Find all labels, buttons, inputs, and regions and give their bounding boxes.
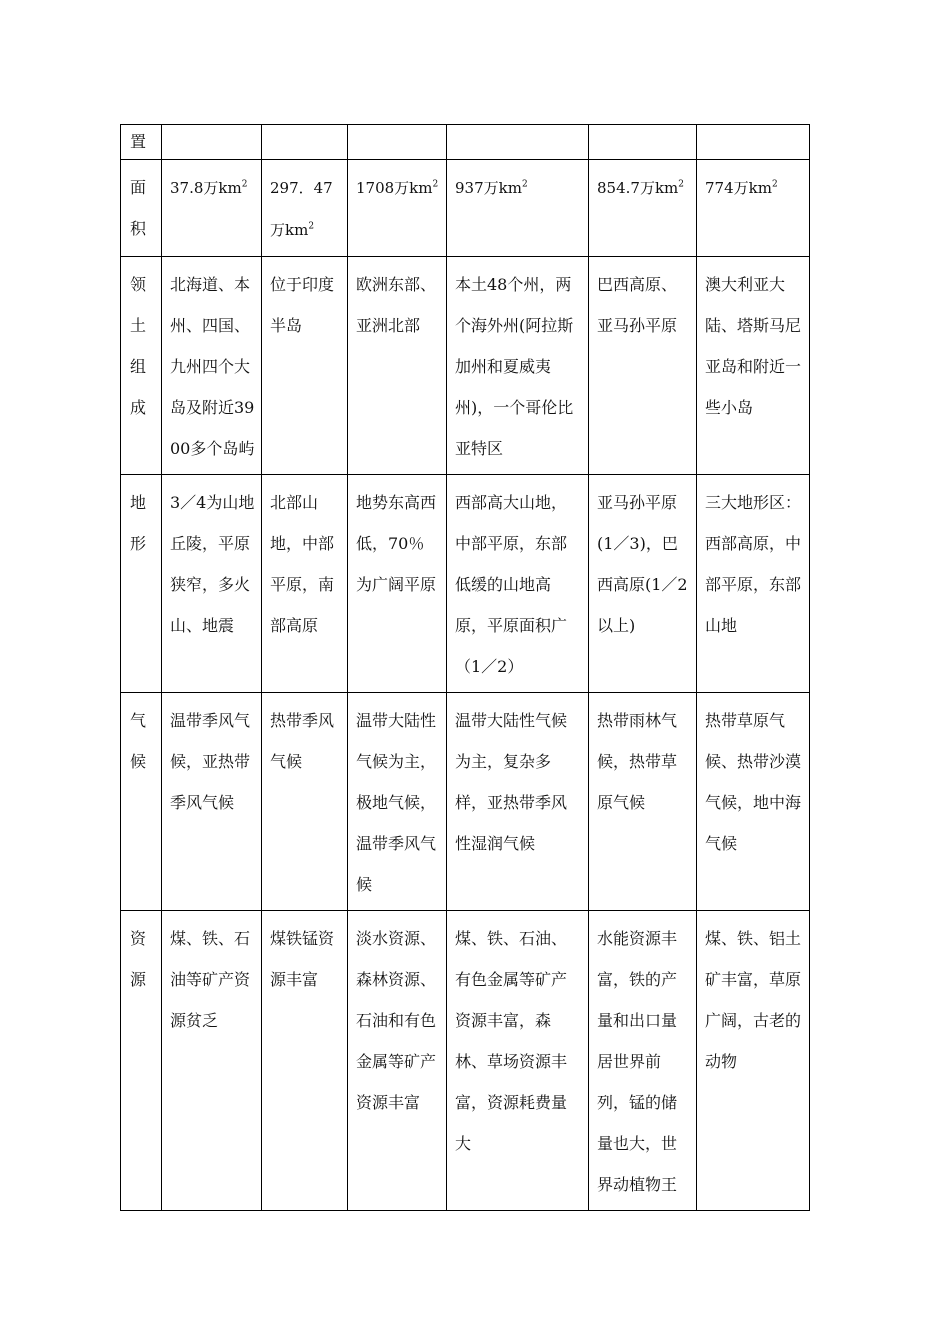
table-row: [121, 911, 810, 1211]
table-cell: [348, 125, 447, 160]
table-cell: 煤、铁、石油、有色金属等矿产资源丰富，森林、草场资源丰富，资源耗费量大: [447, 911, 589, 1211]
area-unit-exponent: 2: [241, 179, 248, 190]
table-cell: [589, 125, 697, 160]
table-cell: 北海道、本州、四国、九州四个大岛及附近3900多个岛屿: [162, 257, 262, 475]
table-cell: 地势东高西低，70％为广阔平原: [348, 475, 447, 693]
table-row: [121, 475, 810, 693]
table-row: [121, 693, 810, 911]
table-cell: 温带大陆性气候为主，复杂多样，亚热带季风性湿润气候: [447, 693, 589, 911]
table-cell: [447, 160, 589, 257]
table-cell: [697, 125, 810, 160]
table-cell: 巴西高原、亚马孙平原: [589, 257, 697, 475]
table-cell: [262, 125, 348, 160]
table-cell: 水能资源丰富，铁的产量和出口量居世界前列，锰的储量也大，世界动植物王: [589, 911, 697, 1211]
row-header-position: 置: [121, 125, 162, 160]
table-cell: 热带雨林气候，热带草原气候: [589, 693, 697, 911]
table-row: [121, 257, 810, 475]
row-header-climate: 气候: [121, 693, 162, 911]
row-header-resources: 资源: [121, 911, 162, 1211]
table-cell: [348, 160, 447, 257]
area-unit-exponent: 2: [678, 179, 684, 190]
area-unit-exponent: 2: [432, 179, 439, 190]
table-cell: 温带季风气候，亚热带季风气候: [162, 693, 262, 911]
country-comparison-table: [120, 124, 810, 1211]
area-value: 854.7万km: [597, 179, 679, 197]
table-cell: 欧洲东部、亚洲北部: [348, 257, 447, 475]
table-cell: [589, 160, 697, 257]
table-cell: 位于印度半岛: [262, 257, 348, 475]
table-cell: 3／4为山地丘陵，平原狭窄，多火山、地震: [162, 475, 262, 693]
table-cell: 三大地形区：西部高原，中部平原，东部山地: [697, 475, 810, 693]
table-cell: 西部高大山地，中部平原，东部低缓的山地高原，平原面积广（1／2）: [447, 475, 589, 693]
area-unit-exponent: 2: [521, 179, 528, 190]
area-value: 774万km: [705, 179, 772, 197]
table-cell: 淡水资源、森林资源、石油和有色金属等矿产资源丰富: [348, 911, 447, 1211]
area-unit-exponent: 2: [308, 221, 315, 232]
table-cell: 北部山地，中部平原，南部高原: [262, 475, 348, 693]
area-value: 1708万km: [356, 179, 433, 197]
row-header-area: 面积: [121, 160, 162, 257]
table-cell: [262, 160, 348, 257]
table-cell: [697, 160, 810, 257]
area-value: 297．47万km: [270, 179, 333, 239]
table-cell: [162, 125, 262, 160]
area-value: 937万km: [455, 179, 522, 197]
table-cell: [447, 125, 589, 160]
area-value: 37.8万km: [170, 179, 242, 197]
table-cell: 澳大利亚大陆、塔斯马尼亚岛和附近一些小岛: [697, 257, 810, 475]
table-cell: 热带草原气候、热带沙漠气候，地中海气候: [697, 693, 810, 911]
table-cell: 热带季风气候: [262, 693, 348, 911]
table-cell: 亚马孙平原(1／3)，巴西高原(1／2以上): [589, 475, 697, 693]
table-cell: 煤、铁、铝土矿丰富，草原广阔，古老的动物: [697, 911, 810, 1211]
table-row: [121, 160, 810, 257]
table-cell: 煤、铁、石油等矿产资源贫乏: [162, 911, 262, 1211]
row-header-terrain: 地形: [121, 475, 162, 693]
table-cell: 煤铁锰资源丰富: [262, 911, 348, 1211]
table-row: [121, 125, 810, 160]
row-header-territory: 领土组成: [121, 257, 162, 475]
table-cell: 本土48个州，两个海外州(阿拉斯加州和夏威夷州)，一个哥伦比亚特区: [447, 257, 589, 475]
table-cell: [162, 160, 262, 257]
area-unit-exponent: 2: [771, 179, 778, 190]
table-cell: 温带大陆性气候为主，极地气候，温带季风气候: [348, 693, 447, 911]
